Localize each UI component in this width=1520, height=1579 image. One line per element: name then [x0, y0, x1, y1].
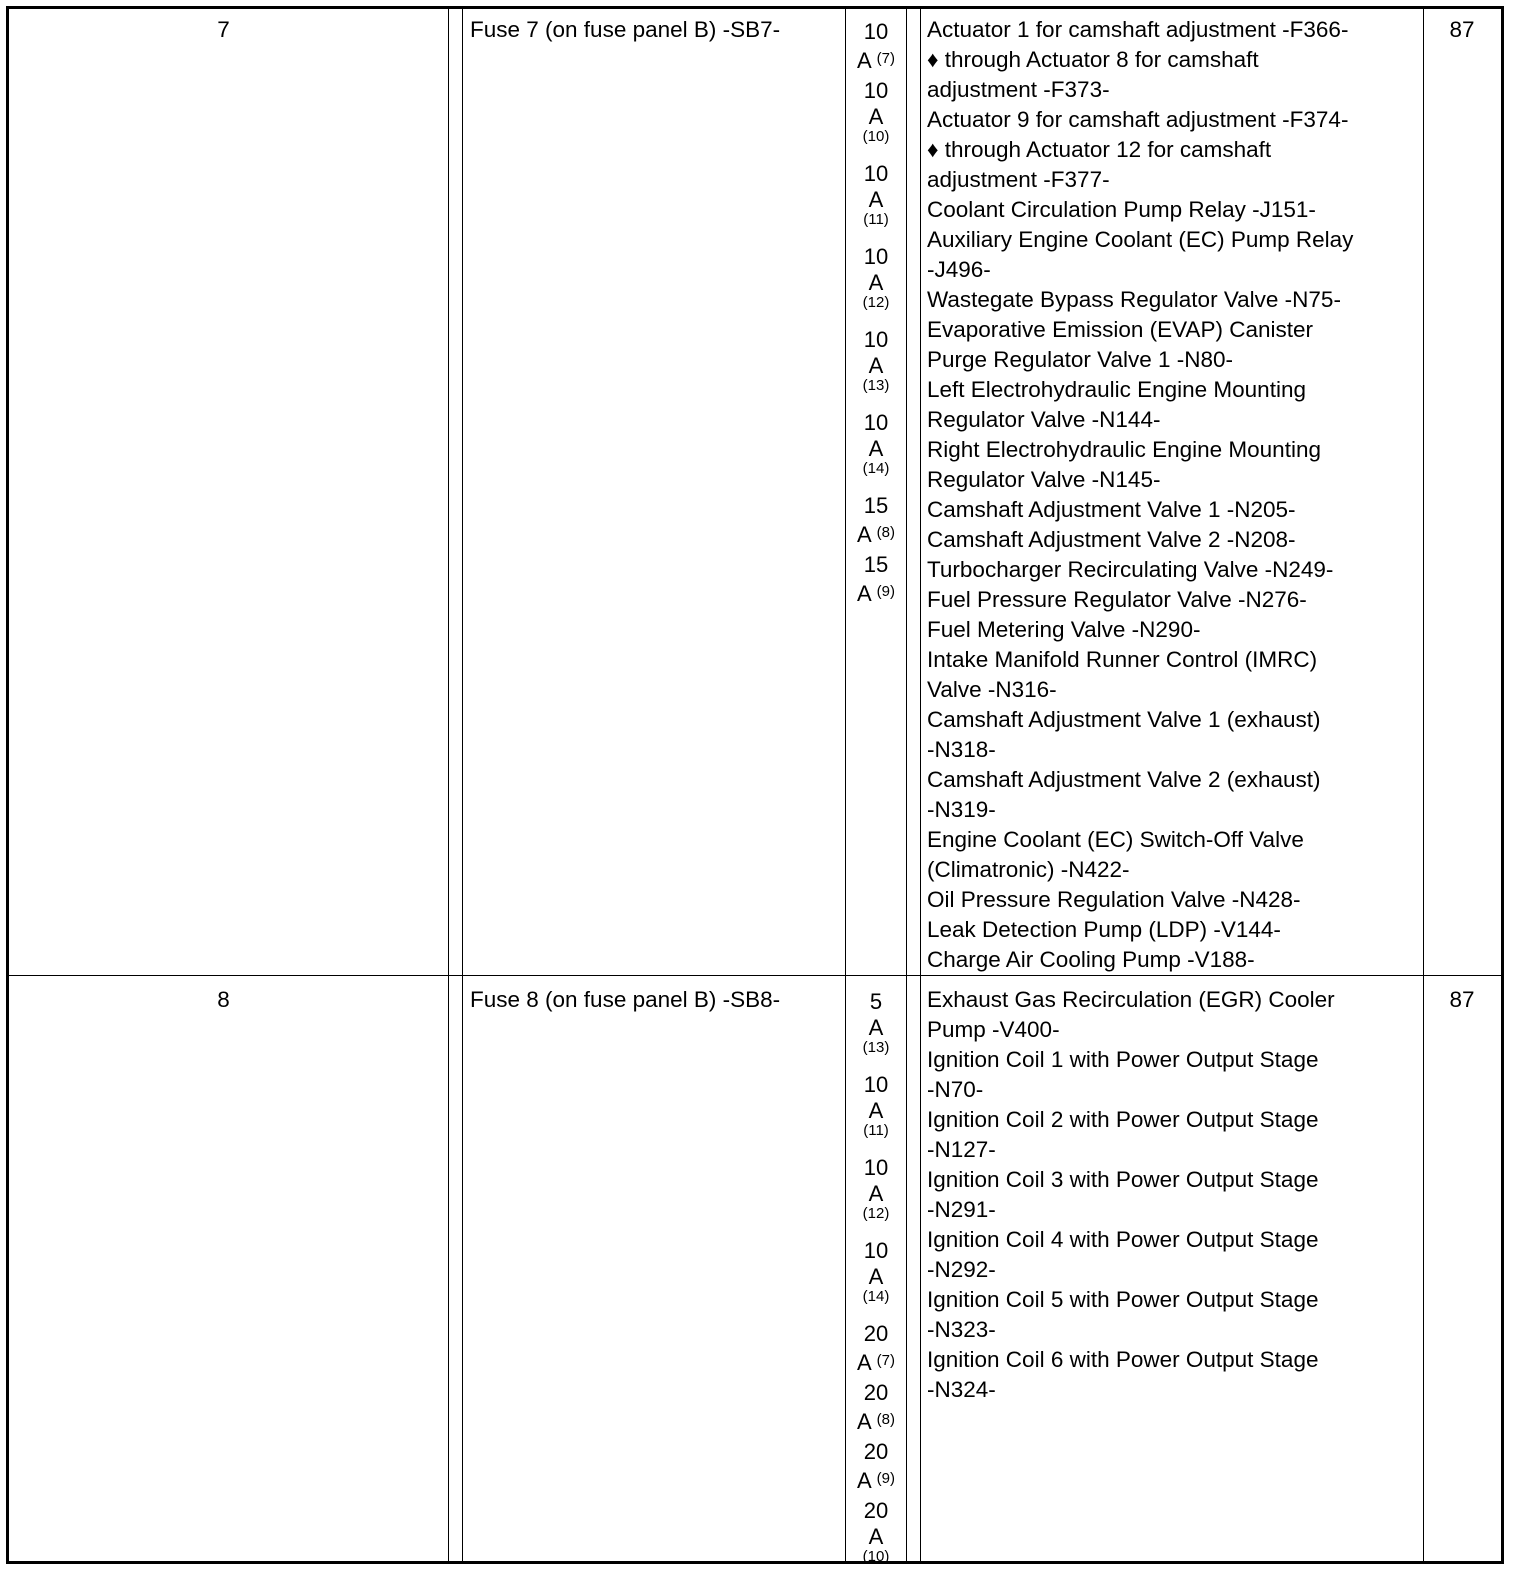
component-line: Camshaft Adjustment Valve 2 (exhaust): [927, 767, 1321, 792]
fuse-rating: [847, 1378, 905, 1436]
component-line: Left Electrohydraulic Engine Mounting: [927, 377, 1306, 402]
component-line: adjustment -F373-: [927, 77, 1110, 102]
column-divider: [906, 9, 907, 1561]
fuse-rating: [847, 159, 905, 241]
component-line: Pump -V400-: [927, 1017, 1060, 1042]
component-list: [927, 15, 1421, 975]
fuse-designation: Fuse 7 (on fuse panel B) -SB7-: [470, 17, 781, 42]
component-line: -N292-: [927, 1257, 996, 1282]
rating-amps: 10: [863, 78, 889, 103]
rating-footnote: (8): [876, 1411, 895, 1428]
component-line: -N291-: [927, 1197, 996, 1222]
rating-footnote: (14): [862, 460, 890, 477]
component-line: -J496-: [927, 257, 991, 282]
fuse-rating: [847, 1319, 905, 1377]
rating-unit: A: [857, 1350, 871, 1375]
fuse-rating-list: [847, 987, 905, 1579]
component-line: -N324-: [927, 1377, 996, 1402]
rating-unit: A: [857, 522, 871, 547]
rating-unit: A: [857, 1468, 871, 1493]
component-line: Ignition Coil 3 with Power Output Stage: [927, 1167, 1319, 1192]
rating-unit: A: [857, 48, 871, 73]
component-line: Exhaust Gas Recirculation (EGR) Cooler: [927, 987, 1335, 1012]
fuse-number: 7: [217, 17, 230, 42]
fuse-rating: [847, 17, 905, 75]
component-line: -N319-: [927, 797, 996, 822]
component-line: Wastegate Bypass Regulator Valve -N75-: [927, 287, 1341, 312]
component-line: -N127-: [927, 1137, 996, 1162]
rating-footnote: (14): [862, 1288, 890, 1305]
rating-footnote: (11): [863, 211, 889, 228]
component-line: Turbocharger Recirculating Valve -N249-: [927, 557, 1334, 582]
component-line: -N318-: [927, 737, 996, 762]
fuse-table: [6, 6, 1504, 1564]
rating-amps: 15: [863, 493, 889, 518]
row-divider: [9, 975, 1501, 976]
fuse-rating: [847, 1153, 905, 1235]
rating-footnote: (7): [876, 50, 895, 67]
rating-footnote: (9): [876, 583, 895, 600]
fuse-rating-list: [847, 17, 905, 609]
rating-unit: A: [868, 1098, 884, 1123]
rating-amps: 10: [863, 1072, 889, 1097]
component-line: Oil Pressure Regulation Valve -N428-: [927, 887, 1301, 912]
fuse-number: 8: [217, 987, 230, 1012]
rating-footnote: (11): [863, 1122, 889, 1139]
rating-unit: A: [868, 353, 884, 378]
component-line: Leak Detection Pump (LDP) -V144-: [927, 917, 1281, 942]
rating-footnote: (12): [862, 1205, 890, 1222]
rating-amps: 10: [863, 410, 889, 435]
fuse-designation: Fuse 8 (on fuse panel B) -SB8-: [470, 987, 781, 1012]
component-line: Ignition Coil 4 with Power Output Stage: [927, 1227, 1319, 1252]
component-line: Evaporative Emission (EVAP) Canister: [927, 317, 1313, 342]
rating-amps: 5: [869, 989, 883, 1014]
rating-footnote: (10): [862, 1548, 890, 1565]
fuse-rating: [847, 1236, 905, 1318]
rating-amps: 20: [863, 1380, 889, 1405]
component-line: Ignition Coil 5 with Power Output Stage: [927, 1287, 1319, 1312]
fuse-rating: [847, 550, 905, 608]
rating-amps: 10: [863, 327, 889, 352]
rating-footnote: (12): [862, 294, 890, 311]
rating-unit: A: [868, 104, 884, 129]
component-line: Charge Air Cooling Pump -V188-: [927, 947, 1255, 972]
rating-unit: A: [868, 270, 884, 295]
component-line: Ignition Coil 2 with Power Output Stage: [927, 1107, 1319, 1132]
fuse-rating: [847, 325, 905, 407]
column-divider: [462, 9, 463, 1561]
rating-amps: 20: [863, 1498, 889, 1523]
component-line: ♦ through Actuator 8 for camshaft: [927, 47, 1259, 72]
component-line: Fuel Metering Valve -N290-: [927, 617, 1201, 642]
component-line: Coolant Circulation Pump Relay -J151-: [927, 197, 1316, 222]
rating-unit: A: [868, 1264, 884, 1289]
rating-footnote: (13): [862, 377, 890, 394]
rating-unit: A: [857, 581, 871, 606]
component-line: Right Electrohydraulic Engine Mounting: [927, 437, 1321, 462]
component-line: Fuel Pressure Regulator Valve -N276-: [927, 587, 1307, 612]
component-line: Ignition Coil 6 with Power Output Stage: [927, 1347, 1319, 1372]
rating-unit: A: [868, 1181, 884, 1206]
column-divider: [845, 9, 846, 1561]
rating-unit: A: [857, 1409, 871, 1434]
rating-footnote: (8): [876, 524, 895, 541]
component-line: adjustment -F377-: [927, 167, 1110, 192]
rating-unit: A: [868, 1015, 884, 1040]
rating-unit: A: [868, 436, 884, 461]
component-line: Intake Manifold Runner Control (IMRC): [927, 647, 1318, 672]
column-divider: [448, 9, 449, 1561]
terminal-number: 87: [1449, 987, 1475, 1012]
rating-amps: 20: [863, 1321, 889, 1346]
fuse-rating: [847, 1496, 905, 1578]
component-line: Auxiliary Engine Coolant (EC) Pump Relay: [927, 227, 1354, 252]
component-line: Camshaft Adjustment Valve 1 -N205-: [927, 497, 1296, 522]
fuse-rating: [847, 242, 905, 324]
component-line: Ignition Coil 1 with Power Output Stage: [927, 1047, 1319, 1072]
fuse-rating: [847, 491, 905, 549]
rating-amps: 10: [863, 19, 889, 44]
component-line: Valve -N316-: [927, 677, 1057, 702]
rating-unit: A: [868, 187, 884, 212]
component-line: -N323-: [927, 1317, 996, 1342]
component-line: Purge Regulator Valve 1 -N80-: [927, 347, 1233, 372]
column-divider: [920, 9, 921, 1561]
fuse-rating: [847, 76, 905, 158]
rating-amps: 15: [863, 552, 889, 577]
rating-footnote: (10): [862, 128, 890, 145]
component-line: ♦ through Actuator 12 for camshaft: [927, 137, 1272, 162]
rating-amps: 20: [863, 1439, 889, 1464]
component-line: Actuator 9 for camshaft adjustment -F374-: [927, 107, 1349, 132]
component-line: Actuator 1 for camshaft adjustment -F366-: [927, 17, 1349, 42]
rating-amps: 10: [863, 244, 889, 269]
component-line: Camshaft Adjustment Valve 2 -N208-: [927, 527, 1296, 552]
rating-footnote: (7): [876, 1352, 895, 1369]
terminal-number: 87: [1449, 17, 1475, 42]
component-line: -N70-: [927, 1077, 984, 1102]
component-list: [927, 985, 1421, 1405]
column-divider: [1423, 9, 1424, 1561]
rating-amps: 10: [863, 1155, 889, 1180]
fuse-rating: [847, 408, 905, 490]
fuse-rating: [847, 1437, 905, 1495]
component-line: Camshaft Adjustment Valve 1 (exhaust): [927, 707, 1321, 732]
rating-amps: 10: [863, 161, 889, 186]
component-line: Engine Coolant (EC) Switch-Off Valve: [927, 827, 1304, 852]
rating-amps: 10: [863, 1238, 889, 1263]
rating-unit: A: [868, 1524, 884, 1549]
fuse-rating: [847, 1070, 905, 1152]
component-line: Regulator Valve -N144-: [927, 407, 1161, 432]
component-line: Regulator Valve -N145-: [927, 467, 1161, 492]
component-line: (Climatronic) -N422-: [927, 857, 1130, 882]
fuse-rating: [847, 987, 905, 1069]
rating-footnote: (9): [876, 1470, 895, 1487]
rating-footnote: (13): [862, 1039, 890, 1056]
